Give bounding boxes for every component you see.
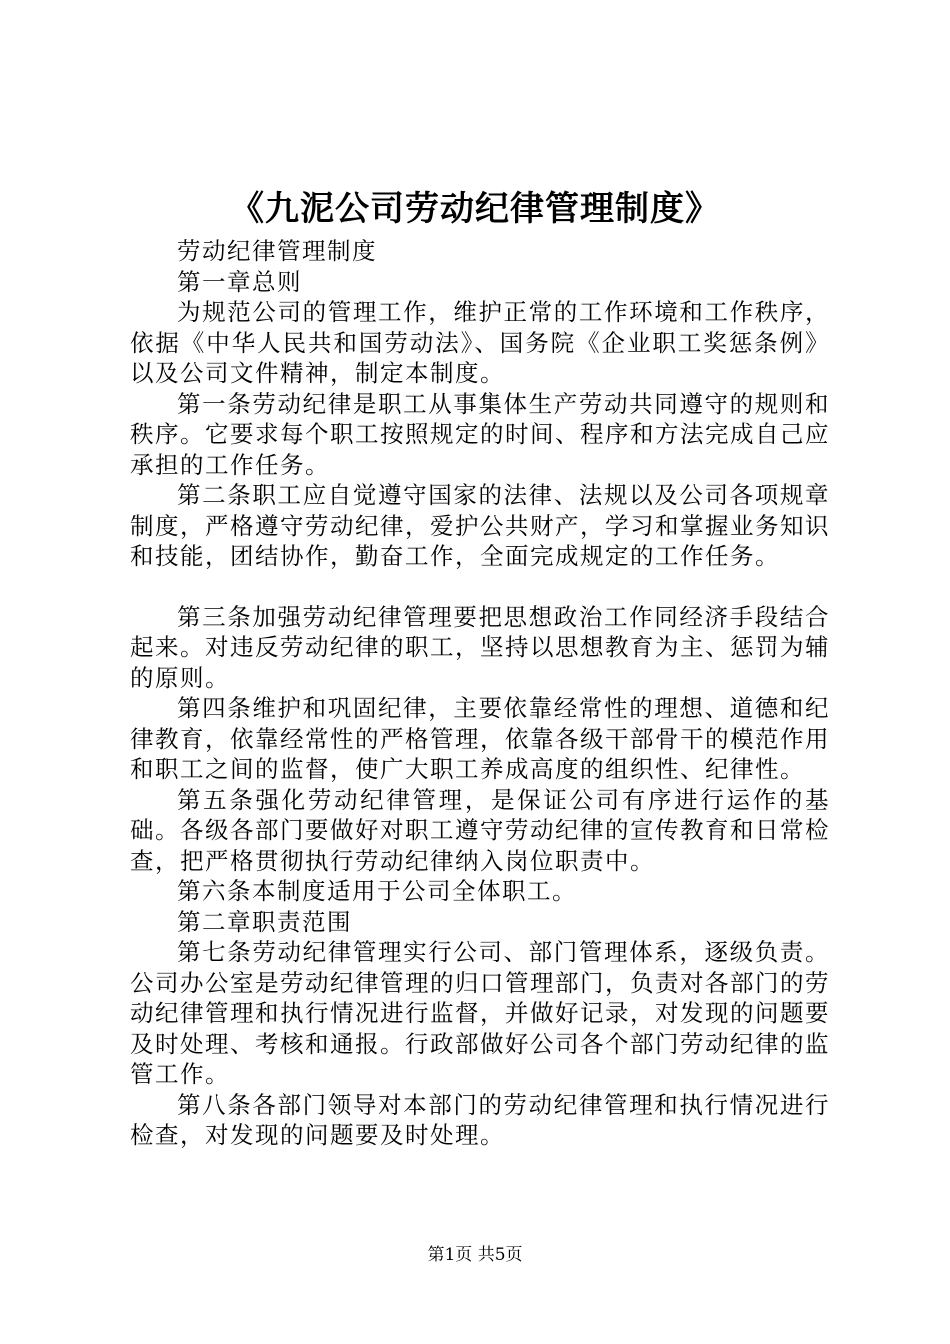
chapter-heading-1: 第一章总则 — [177, 267, 302, 296]
chapter-heading-2: 第二章职责范围 — [177, 907, 352, 936]
paragraph-article-3: 第三条加强劳动纪律管理要把思想政治工作同经济手段结合起来。对违反劳动纪律的职工，坚持以思想教育为主、惩罚为辅的原则。 — [130, 602, 830, 692]
page-number-footer: 第1页 共5页 — [427, 1245, 523, 1265]
paragraph-article-8: 第八条各部门领导对本部门的劳动纪律管理和执行情况进行检查，对发现的问题要及时处理。 — [130, 1090, 830, 1149]
paragraph-intro: 为规范公司的管理工作，维护正常的工作环境和工作秩序，依据《中华人民共和国劳动法》、国务院《企业职工奖惩条例》以及公司文件精神，制定本制度。 — [130, 298, 830, 387]
paragraph-article-4: 第四条维护和巩固纪律，主要依靠经常性的理想、道德和纪律教育，依靠经常性的严格管理，依靠各级干部骨干的模范作用和职工之间的监督，使广大职工养成高度的组织性、纪律性。 — [130, 694, 830, 783]
paragraph-article-5: 第五条强化劳动纪律管理，是保证公司有序进行运作的基础。各级各部门要做好对职工遵守劳动纪律的宣传教育和日常检查，把严格贯彻执行劳动纪律纳入岗位职责中。 — [130, 785, 830, 875]
paragraph-article-1: 第一条劳动纪律是职工从事集体生产劳动共同遵守的规则和秩序。它要求每个职工按照规定的时间、程序和方法完成自己应承担的工作任务。 — [130, 389, 830, 479]
document-title: 《九泥公司劳动纪律管理制度》 — [230, 189, 720, 229]
paragraph-article-6: 第六条本制度适用于公司全体职工。 — [177, 877, 577, 905]
paragraph-article-2: 第二条职工应自觉遵守国家的法律、法规以及公司各项规章制度，严格遵守劳动纪律，爱护公共财产，学习和掌握业务知识和技能，团结协作，勤奋工作，全面完成规定的工作任务。 — [130, 481, 830, 570]
paragraph-article-7: 第七条劳动纪律管理实行公司、部门管理体系，逐级负责。公司办公室是劳动纪律管理的归口管理部门，负责对各部门的劳动纪律管理和执行情况进行监督，并做好记录，对发现的问题要及时处理、考核和通报。行政部做好公司各个部门劳动纪律的监管工作。 — [130, 938, 830, 1088]
document-body — [130, 236, 830, 1151]
section-heading: 劳动纪律管理制度 — [177, 237, 377, 265]
